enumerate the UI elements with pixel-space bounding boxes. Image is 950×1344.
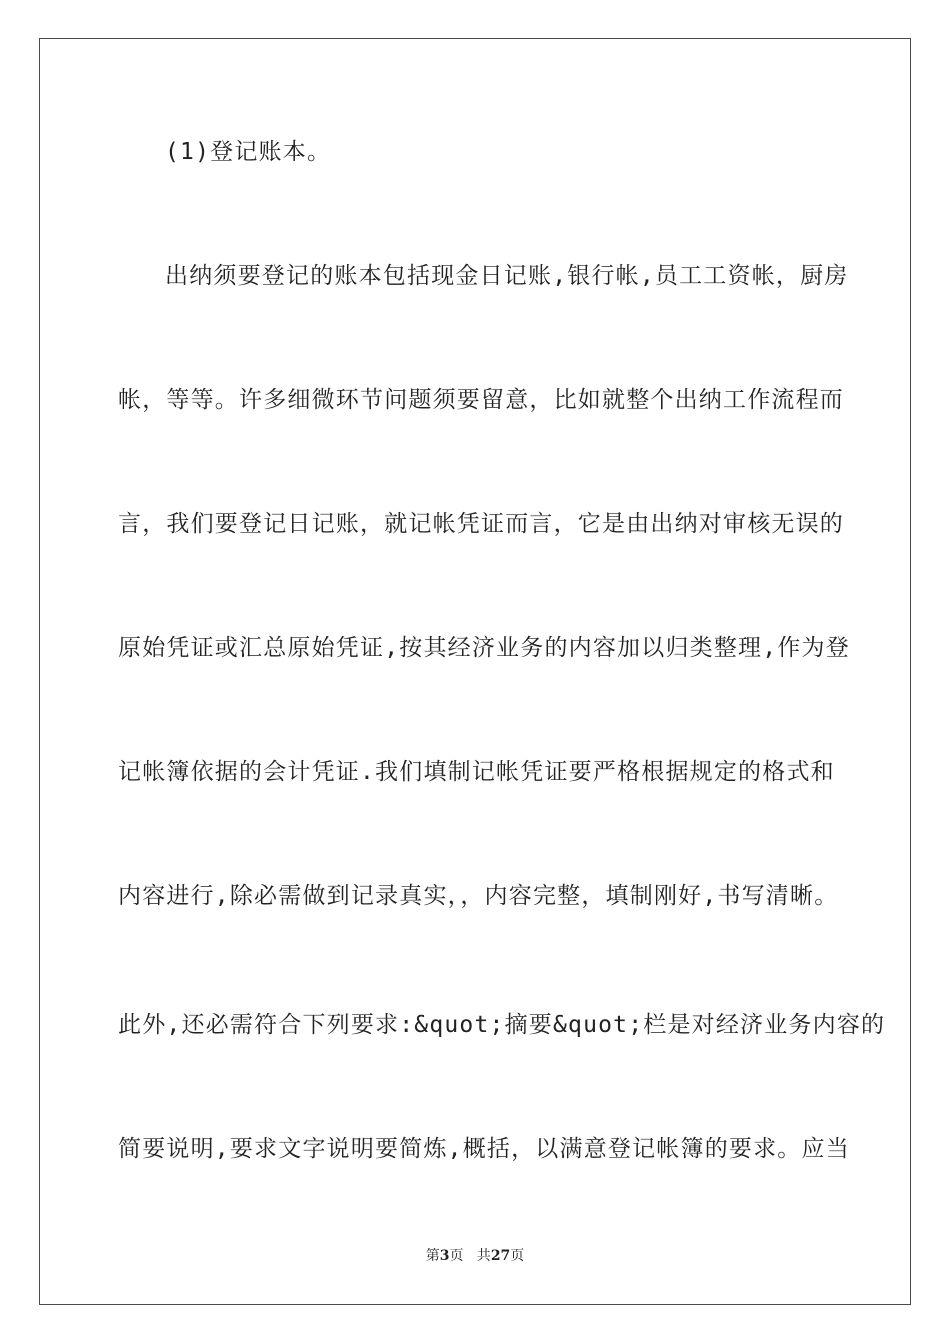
paragraph-line: 出纳须要登记的账本包括现金日记账,银行帐,员工工资帐，厨房: [165, 263, 849, 289]
footer-prefix: 第: [425, 1248, 440, 1264]
paragraph-line: 内容进行,除必需做到记录真实，，内容完整，填制刚好,书写清晰。: [118, 883, 839, 909]
current-page-number: 3: [439, 1248, 450, 1264]
paragraph-line: 记帐簿依据的会计凭证.我们填制记帐凭证要严格根据规定的格式和: [118, 759, 835, 785]
footer-suffix: 页: [510, 1248, 525, 1264]
paragraph-line: 原始凭证或汇总原始凭证,按其经济业务的内容加以归类整理,作为登: [118, 635, 850, 661]
footer-middle: 页 共: [449, 1248, 491, 1264]
page-footer: [0, 1245, 950, 1265]
total-pages-number: 27: [490, 1248, 511, 1264]
page-border: [39, 38, 911, 1305]
paragraph-line: 简要说明,要求文字说明要简炼,概括，以满意登记帐簿的要求。应当: [118, 1136, 850, 1162]
paragraph-line: 帐，等等。许多细微环节问题须要留意，比如就整个出纳工作流程而: [118, 387, 844, 413]
section-heading: (1)登记账本。: [165, 139, 332, 165]
paragraph-line: 言，我们要登记日记账，就记帐凭证而言，它是由出纳对审核无误的: [118, 511, 844, 537]
paragraph-line: 此外,还必需符合下列要求:&quot;摘要&quot;栏是对经济业务内容的: [118, 1012, 886, 1038]
